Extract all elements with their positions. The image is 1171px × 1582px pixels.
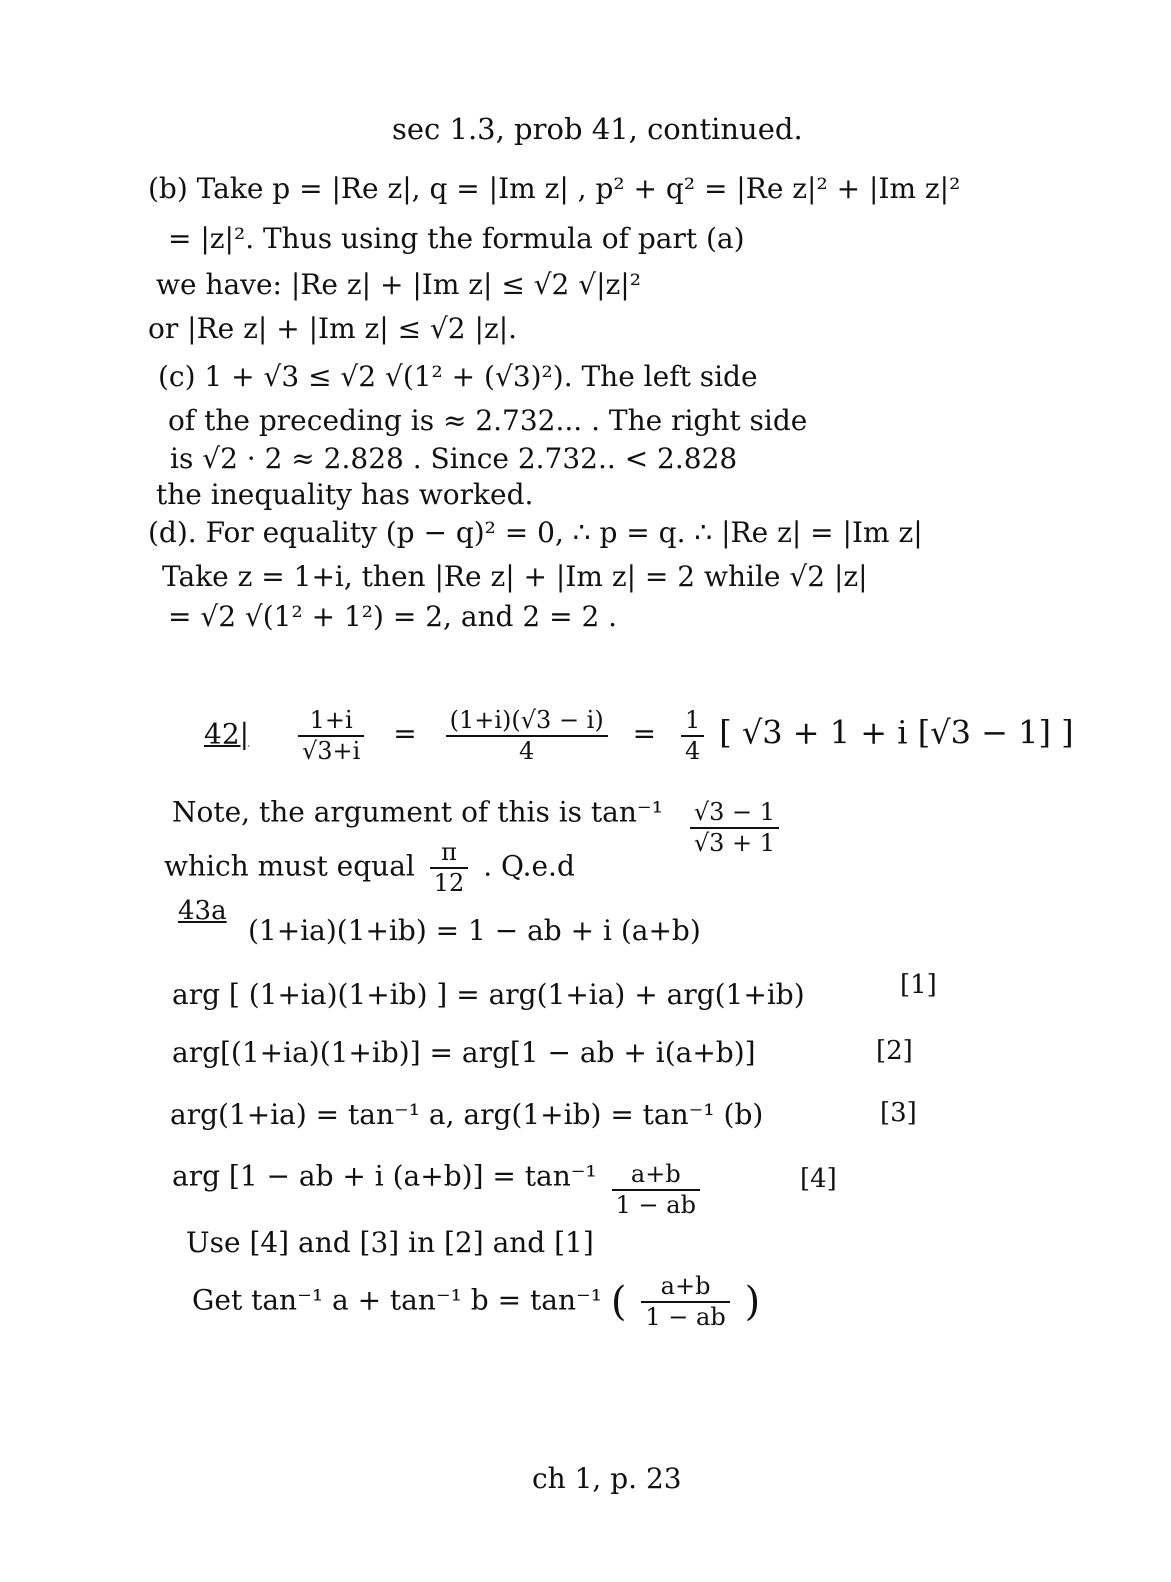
- problem-43-line-5: Use [4] and [3] in [2] and [1]: [186, 1226, 594, 1259]
- line-4-fraction: [612, 1160, 700, 1220]
- part-b-line-1: (b) Take p = |Re z|, q = |Im z| , p² + q² = |Re z|² + |Im z|²: [148, 172, 961, 205]
- part-d-line-2: Take z = 1+i, then |Re z| + |Im z| = 2 while √2 |z|: [162, 560, 868, 593]
- fraction-1-denominator: √3+i: [301, 736, 361, 765]
- note-fraction-denominator: √3 + 1: [693, 828, 776, 857]
- part-b-line-2: = |z|². Thus using the formula of part (a): [168, 222, 745, 255]
- problem-43-line-1: arg [ (1+ia)(1+ib) ] = arg(1+ia) + arg(1+ib): [172, 978, 805, 1011]
- problem-43-line-4-text: arg [1 − ab + i (a+b)] = tan⁻¹: [172, 1159, 597, 1193]
- fraction-1: [298, 706, 364, 766]
- equation-tag-1: [1]: [900, 970, 937, 1000]
- fraction-3-numerator: 1: [681, 706, 704, 737]
- note-line-1: [172, 784, 785, 857]
- note-line-2: [164, 838, 575, 898]
- note-fraction-numerator: √3 − 1: [690, 798, 779, 829]
- problem-42-equation: [204, 706, 1074, 766]
- part-c-line-3: is √2 · 2 ≈ 2.828 . Since 2.732.. < 2.828: [170, 442, 738, 475]
- line-4-numerator: a+b: [612, 1160, 700, 1191]
- part-b-line-3: we have: |Re z| + |Im z| ≤ √2 √|z|²: [156, 268, 641, 301]
- problem-43-line-4: [172, 1148, 706, 1219]
- bracket-expression: [ √3 + 1 + i [√3 − 1] ]: [719, 713, 1074, 752]
- result-denominator: 1 − ab: [645, 1302, 726, 1331]
- fraction-1-numerator: 1+i: [298, 706, 364, 737]
- equation-tag-3: [3]: [880, 1098, 917, 1128]
- pi-denominator: 12: [433, 868, 465, 897]
- equation-tag-2: [2]: [876, 1036, 913, 1066]
- result-numerator: a+b: [641, 1272, 729, 1303]
- fraction-3-denominator: 4: [685, 736, 701, 765]
- equation-tag-4: [4]: [800, 1164, 837, 1194]
- page-footer: ch 1, p. 23: [532, 1462, 682, 1495]
- pi-numerator: π: [430, 838, 469, 869]
- fraction-2: [446, 706, 608, 766]
- problem-43-line-3: arg(1+ia) = tan⁻¹ a, arg(1+ib) = tan⁻¹ (b): [170, 1098, 764, 1131]
- pi-over-12: [430, 838, 469, 898]
- problem-42-label: 42|: [204, 717, 250, 751]
- part-c-line-2: of the preceding is ≈ 2.732... . The right side: [168, 404, 808, 437]
- result-fraction: [641, 1272, 729, 1332]
- problem-43-line-6: [192, 1272, 760, 1332]
- note-fraction: [690, 798, 779, 858]
- problem-43-line-0: (1+ia)(1+ib) = 1 − ab + i (a+b): [248, 914, 701, 947]
- part-d-line-3: = √2 √(1² + 1²) = 2, and 2 = 2 .: [168, 600, 618, 633]
- equals-sign-1: =: [393, 717, 417, 751]
- problem-43-line-2: arg[(1+ia)(1+ib)] = arg[1 − ab + i(a+b)]: [172, 1036, 756, 1069]
- fraction-3: [681, 706, 704, 766]
- open-paren: (: [610, 1278, 627, 1325]
- problem-43-line-6-text: Get tan⁻¹ a + tan⁻¹ b = tan⁻¹: [192, 1283, 602, 1317]
- page-title: sec 1.3, prob 41, continued.: [392, 112, 803, 146]
- equals-sign-2: =: [632, 717, 657, 751]
- qed-text: . Q.e.d: [483, 849, 575, 883]
- note-text-2: which must equal: [164, 849, 415, 883]
- line-4-denominator: 1 − ab: [615, 1190, 696, 1219]
- fraction-2-numerator: (1+i)(√3 − i): [446, 706, 608, 737]
- part-b-line-4: or |Re z| + |Im z| ≤ √2 |z|.: [148, 312, 518, 345]
- close-paren: ): [744, 1278, 761, 1325]
- fraction-2-denominator: 4: [519, 736, 535, 765]
- part-c-line-1: (c) 1 + √3 ≤ √2 √(1² + (√3)²). The left side: [158, 360, 758, 393]
- note-text: Note, the argument of this is tan⁻¹: [172, 795, 663, 829]
- part-d-line-1: (d). For equality (p − q)² = 0, ∴ p = q. ∴ |Re z| = |Im z|: [148, 516, 923, 549]
- part-c-line-4: the inequality has worked.: [156, 478, 534, 511]
- problem-43-label: 43a: [178, 896, 227, 926]
